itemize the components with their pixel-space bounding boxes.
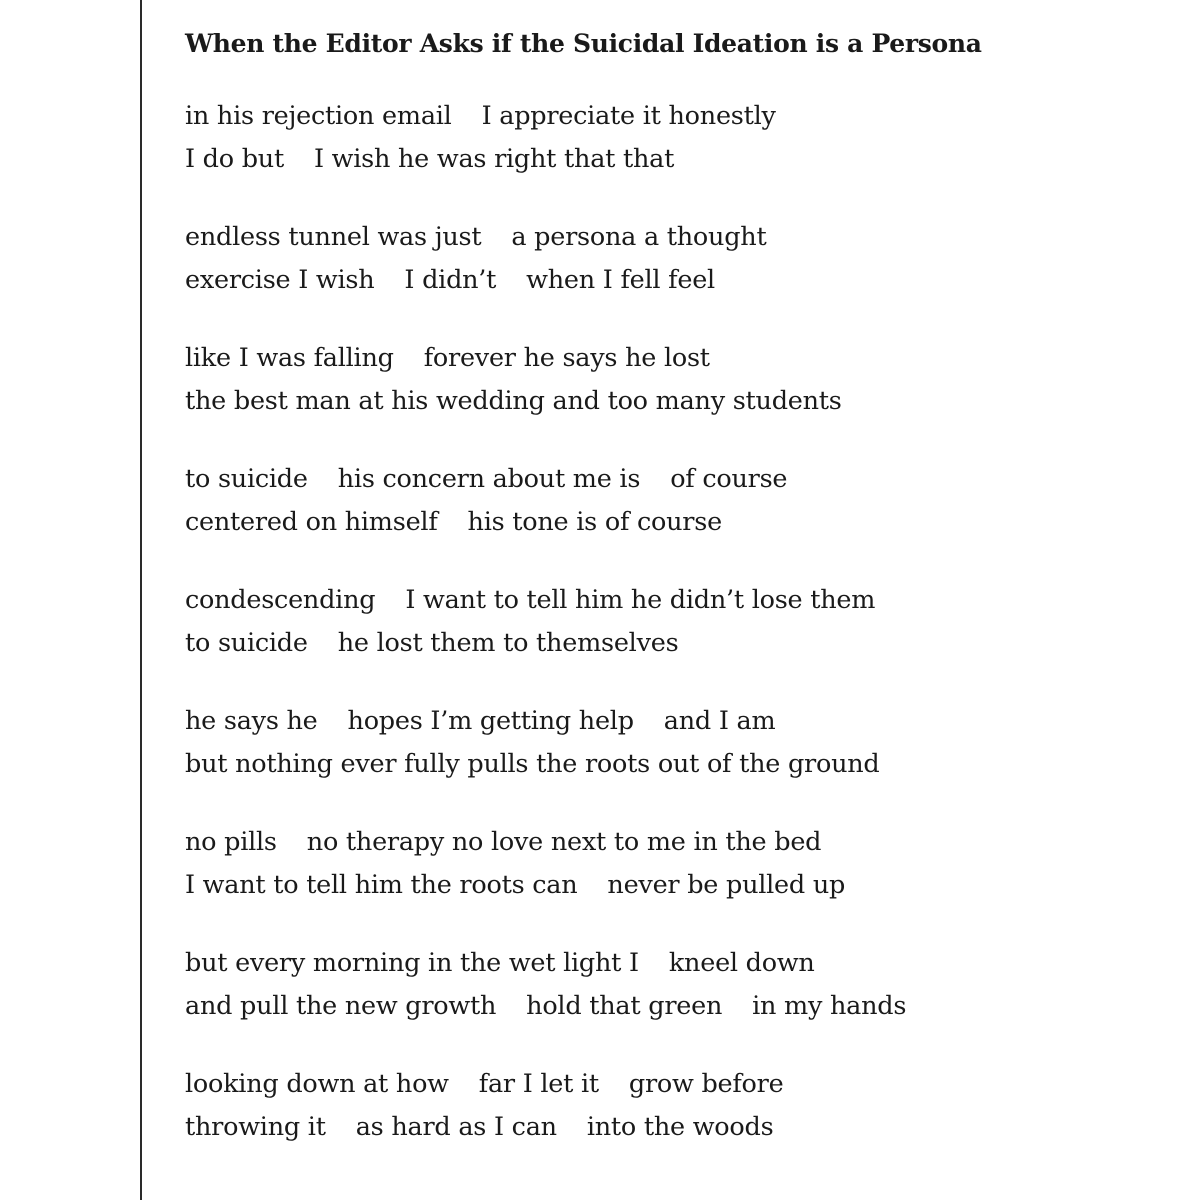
line-segment: but nothing ever fully pulls the roots out of the ground: [185, 749, 880, 779]
line-segment: never be pulled up: [607, 870, 846, 900]
stanza-9: [185, 1063, 1175, 1149]
line-segment: his tone is of course: [467, 507, 722, 537]
line-segment: the best man at his wedding and too many students: [185, 386, 842, 416]
poem-body: [185, 95, 1175, 1149]
line-segment: and pull the new growth: [185, 991, 497, 1021]
poem-line: [185, 216, 1175, 259]
line-segment: hold that green: [526, 991, 723, 1021]
stanza-5: [185, 579, 1175, 665]
stanza-1: [185, 95, 1175, 181]
line-segment: kneel down: [668, 948, 815, 978]
poem-line: [185, 743, 1175, 786]
poem-line: [185, 1106, 1175, 1149]
line-segment: like I was falling: [185, 343, 394, 373]
poem-line: [185, 700, 1175, 743]
line-segment: in my hands: [752, 991, 907, 1021]
line-segment: I didn’t: [404, 265, 497, 295]
line-segment: to suicide: [185, 464, 308, 494]
poem-line: [185, 501, 1175, 544]
line-segment: throwing it: [185, 1112, 326, 1142]
line-segment: but every morning in the wet light I: [185, 948, 639, 978]
poem: [185, 24, 1175, 1184]
line-segment: in his rejection email: [185, 101, 452, 131]
line-segment: I want to tell him he didn’t lose them: [405, 585, 876, 615]
line-segment: a persona a thought: [511, 222, 767, 252]
poem-line: [185, 95, 1175, 138]
poem-line: [185, 1063, 1175, 1106]
line-segment: into the woods: [586, 1112, 774, 1142]
line-segment: I want to tell him the roots can: [185, 870, 578, 900]
poem-line: [185, 380, 1175, 423]
line-segment: he says he: [185, 706, 318, 736]
poem-line: [185, 985, 1175, 1028]
line-segment: hopes I’m getting help: [347, 706, 634, 736]
stanza-8: [185, 942, 1175, 1028]
line-segment: endless tunnel was just: [185, 222, 482, 252]
line-segment: as hard as I can: [355, 1112, 557, 1142]
line-segment: of course: [670, 464, 788, 494]
line-segment: centered on himself: [185, 507, 438, 537]
stanza-4: [185, 458, 1175, 544]
poem-line: [185, 622, 1175, 665]
stanza-3: [185, 337, 1175, 423]
line-segment: condescending: [185, 585, 376, 615]
line-segment: no therapy no love next to me in the bed: [306, 827, 822, 857]
line-segment: forever he says he lost: [423, 343, 710, 373]
line-segment: exercise I wish: [185, 265, 375, 295]
line-segment: I wish he was right that that: [313, 144, 675, 174]
poem-title: When the Editor Asks if the Suicidal Ideation is a Persona: [185, 29, 982, 58]
poem-line: [185, 337, 1175, 380]
line-segment: I do but: [185, 144, 284, 174]
stanza-7: [185, 821, 1175, 907]
poem-line: [185, 458, 1175, 501]
stanza-6: [185, 700, 1175, 786]
line-segment: when I fell feel: [526, 265, 715, 295]
page-margin-rule: [140, 0, 142, 1200]
poem-line: [185, 579, 1175, 622]
poem-line: [185, 138, 1175, 181]
line-segment: looking down at how: [185, 1069, 449, 1099]
poem-line: [185, 259, 1175, 302]
line-segment: grow before: [628, 1069, 784, 1099]
stanza-2: [185, 216, 1175, 302]
poem-line: [185, 864, 1175, 907]
line-segment: he lost them to themselves: [337, 628, 679, 658]
line-segment: I appreciate it honestly: [481, 101, 776, 131]
poem-line: [185, 942, 1175, 985]
line-segment: far I let it: [478, 1069, 599, 1099]
line-segment: no pills: [185, 827, 277, 857]
line-segment: and I am: [663, 706, 776, 736]
poem-line: [185, 821, 1175, 864]
line-segment: his concern about me is: [337, 464, 641, 494]
line-segment: to suicide: [185, 628, 308, 658]
